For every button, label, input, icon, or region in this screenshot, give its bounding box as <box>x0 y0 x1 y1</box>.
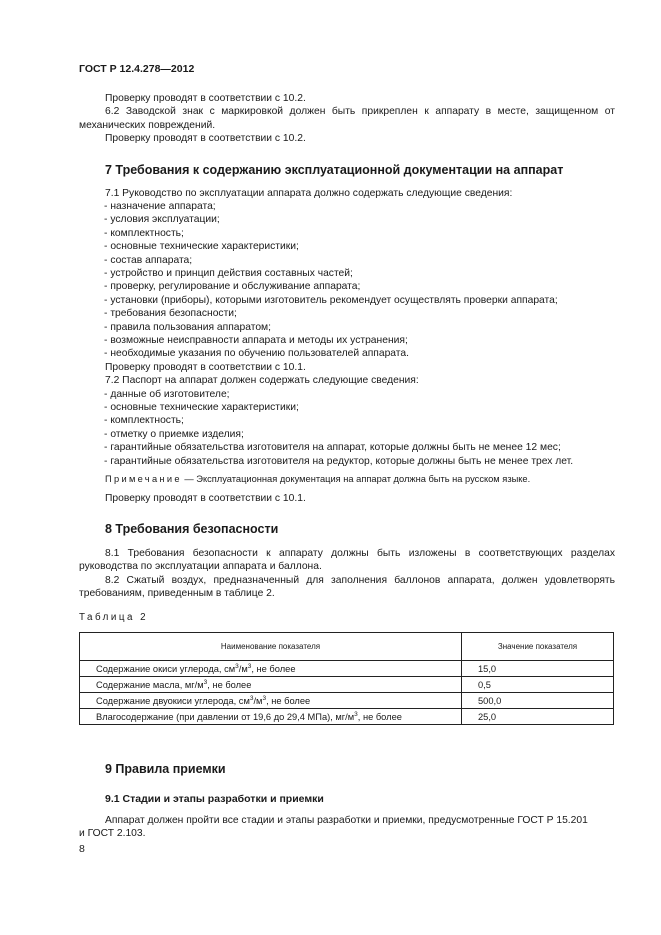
list-item: - назначение аппарата; <box>104 201 216 212</box>
section-9-paragraph-line1: Аппарат должен пройти все стадии и этапы разработки и приемки, предусмотренные ГОСТ Р 15.201 <box>105 815 588 826</box>
table-row <box>80 661 614 677</box>
indicator-cell: Содержание масла, $мг/м^3$, не более <box>80 677 462 693</box>
list-item: - требования безопасности; <box>104 308 237 319</box>
check-paragraph: Проверку проводят в соответствии с 10.1. <box>105 493 306 504</box>
list-item: - основные технические характеристики; <box>104 402 299 413</box>
list-item: - комплектность; <box>104 415 184 426</box>
value-cell: 15,0 <box>462 661 614 677</box>
note-text: — Эксплуатационная документация на аппарат должна быть на русском языке. <box>181 474 531 484</box>
column-header-indicator: Наименование показателя <box>80 633 462 661</box>
table-caption: Таблица 2 <box>79 612 149 623</box>
indicator-cell: Влагосодержание (при давлении от 19,6 до 29,4 МПа), $мг/м^3$, не более <box>80 709 462 725</box>
note-label: Примечание <box>105 474 182 484</box>
clause-8-2-line2: требованиям, приведенным в таблице 2. <box>79 588 275 599</box>
clause-6-2-line2: механических повреждений. <box>79 120 216 131</box>
table-row <box>80 677 614 693</box>
list-item: - правила пользования аппаратом; <box>104 322 271 333</box>
table-row <box>80 693 614 709</box>
list-item: - гарантийные обязательства изготовителя на редуктор, которые должны быть не менее трех лет. <box>104 456 574 467</box>
list-item: - проверку, регулирование и обслуживание аппарата; <box>104 281 361 292</box>
clause-8-2-line1: 8.2 Сжатый воздух, предназначенный для заполнения баллонов аппарата, должен удовлетворять <box>105 575 615 586</box>
check-paragraph: Проверку проводят в соответствии с 10.2. <box>105 93 306 104</box>
requirements-table <box>79 632 614 725</box>
list-item: - данные об изготовителе; <box>104 389 230 400</box>
list-item: - гарантийные обязательства изготовителя на аппарат, которые должны быть не менее 12 мес; <box>104 442 561 453</box>
list-item: - основные технические характеристики; <box>104 241 299 252</box>
section-9-paragraph-line2: и ГОСТ 2.103. <box>79 828 146 839</box>
document-header: ГОСТ Р 12.4.278—2012 <box>79 63 195 75</box>
table-row <box>80 709 614 725</box>
clause-7-2: 7.2 Паспорт на аппарат должен содержать следующие сведения: <box>105 375 419 386</box>
list-item: - условия эксплуатации; <box>104 214 220 225</box>
check-paragraph: Проверку проводят в соответствии с 10.2. <box>105 133 306 144</box>
list-item: - необходимые указания по обучению пользователей аппарата. <box>104 348 409 359</box>
clause-8-1-line1: 8.1 Требования безопасности к аппарату должны быть изложены в соответствующих разделах <box>105 548 615 559</box>
section-7-heading: 7 Требования к содержанию эксплуатационной документации на аппарат <box>105 163 564 177</box>
clause-8-1-line2: руководства по эксплуатации аппарата и баллона. <box>79 561 322 572</box>
value-cell: 0,5 <box>462 677 614 693</box>
indicator-cell: Содержание двуокиси углерода, $см^3/м^3$, не более <box>80 693 462 709</box>
table-header-row <box>80 633 614 661</box>
list-item: - отметку о приемке изделия; <box>104 429 244 440</box>
section-9-heading: 9 Правила приемки <box>105 762 226 776</box>
column-header-value: Значение показателя <box>462 633 614 661</box>
value-cell: 500,0 <box>462 693 614 709</box>
subsection-9-1-heading: 9.1 Стадии и этапы разработки и приемки <box>105 793 324 805</box>
section-8-heading: 8 Требования безопасности <box>105 522 279 536</box>
value-cell: 25,0 <box>462 709 614 725</box>
page-number: 8 <box>79 843 85 855</box>
indicator-cell: Содержание окиси углерода, $см^3/м^3$, не более <box>80 661 462 677</box>
note <box>105 474 530 484</box>
clause-6-2-line1: 6.2 Заводской знак с маркировкой должен быть прикреплен к аппарату в месте, защищенном от <box>105 106 615 117</box>
list-item: - устройство и принцип действия составных частей; <box>104 268 353 279</box>
list-item: - установки (приборы), которыми изготовитель рекомендует осуществлять проверки аппарата; <box>104 295 558 306</box>
list-item: - комплектность; <box>104 228 184 239</box>
check-paragraph: Проверку проводят в соответствии с 10.1. <box>105 362 306 373</box>
list-item: - возможные неисправности аппарата и методы их устранения; <box>104 335 408 346</box>
list-item: - состав аппарата; <box>104 255 193 266</box>
clause-7-1: 7.1 Руководство по эксплуатации аппарата должно содержать следующие сведения: <box>105 188 513 199</box>
